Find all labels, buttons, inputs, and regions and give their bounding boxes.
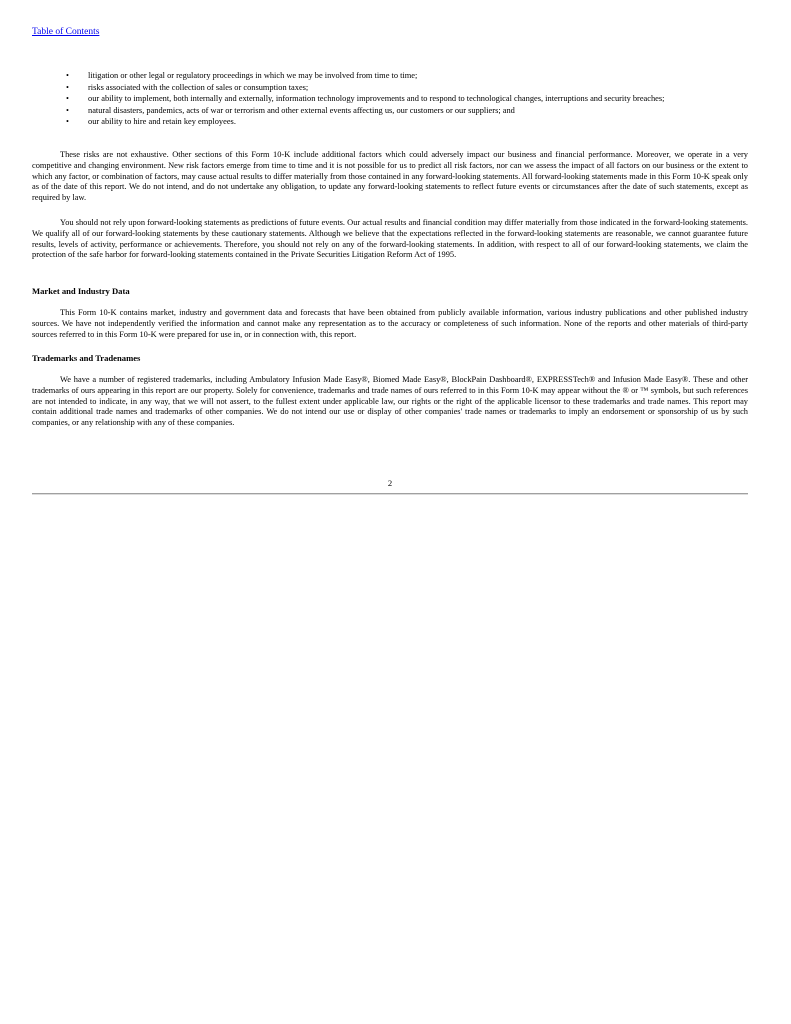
bullet-icon: • bbox=[66, 117, 69, 127]
bullet-icon: • bbox=[66, 71, 69, 80]
bullet-icon: • bbox=[66, 94, 69, 104]
list-item bbox=[32, 82, 748, 94]
list-item bbox=[32, 105, 748, 117]
trademarks-paragraph: We have a number of registered trademarks, including Ambulatory Infusion Made Easy®, Biomed Made Easy®, BlockPain Dashboard®, EXPRESSTech® and Infusion Made Easy®. These and other trademarks of ours appearing in this report are our property. Solely for convenience, trademarks and trade names of ours referred to in this Form 10-K may appear without the ® or ™ symbols, but such references are not intended to indicate, in any way, that we will not assert, to the fullest extent under applicable law, our rights or the right of the applicable licensor to these trademarks and trade names. This report may contain additional trade names and trademarks of other companies. We do not intend our use or display of other companies' trade names or trademarks to imply an endorsement or sponsorship of us by such companies, or any relationship with any of these companies. bbox=[32, 375, 748, 428]
list-item bbox=[32, 70, 748, 82]
list-item-text: natural disasters, pandemics, acts of war or terrorism and other external events affecting us, our customers or our suppliers; and bbox=[88, 105, 515, 115]
risks-not-exhaustive-paragraph: These risks are not exhaustive. Other sections of this Form 10-K include additional factors which could adversely impact our business and financial performance. Moreover, we operate in a very competitive and changing environment. New risk factors emerge from time to time and it is not possible for us to predict all risk factors, nor can we assess the impact of all factors on our business or the extent to which any factor, or combination of factors, may cause actual results to differ materially from those contained in any forward-looking statements. All forward-looking statements made in this Form 10-K speak only as of the date of this report. We do not intend, and do not undertake any obligation, to update any forward-looking statements to reflect future events or circumstances after the date of such statements, except as required by law. bbox=[32, 150, 748, 203]
table-of-contents-link[interactable]: Table of Contents bbox=[32, 27, 100, 37]
bullet-icon: • bbox=[66, 82, 69, 92]
list-item bbox=[32, 116, 748, 128]
list-item-text: litigation or other legal or regulatory proceedings in which we may be involved from time to time; bbox=[88, 71, 418, 80]
market-industry-heading: Market and Industry Data bbox=[32, 286, 130, 296]
list-item-text: our ability to implement, both internally and externally, information technology improvements and to respond to technological changes, interruptions and security breaches; bbox=[88, 94, 665, 104]
risk-bullet-list bbox=[32, 70, 748, 128]
list-item bbox=[32, 93, 748, 105]
page-number: 2 bbox=[387, 478, 393, 488]
list-item-text: our ability to hire and retain key employees. bbox=[88, 117, 236, 127]
page-divider bbox=[32, 493, 748, 494]
trademarks-heading: Trademarks and Tradenames bbox=[32, 353, 141, 363]
forward-looking-reliance-paragraph: You should not rely upon forward-looking statements as predictions of future events. Our actual results and financial condition may differ materially from those indicated in the forward-looking statements. We qualify all of our forward-looking statements by these cautionary statements. Although we believe that the expectations reflected in the forward-looking statements are reasonable, we cannot guarantee future results, levels of activity, performance or achievements. Therefore, you should not rely on any of the forward-looking statements. In addition, with respect to all of our forward-looking statements, we claim the protection of the safe harbor for forward-looking statements contained in the Private Securities Litigation Reform Act of 1995. bbox=[32, 218, 748, 260]
list-item-text: risks associated with the collection of sales or consumption taxes; bbox=[88, 82, 309, 92]
bullet-icon: • bbox=[66, 105, 69, 115]
market-data-paragraph: This Form 10-K contains market, industry and government data and forecasts that have been obtained from publicly available information, various industry publications and other published industry sources. We have not independently verified the information and cannot make any representation as to the accuracy or completeness of such information. None of the reports and other materials of third-party sources referred to in this Form 10-K were prepared for use in, or in connection with, this report. bbox=[32, 308, 748, 339]
